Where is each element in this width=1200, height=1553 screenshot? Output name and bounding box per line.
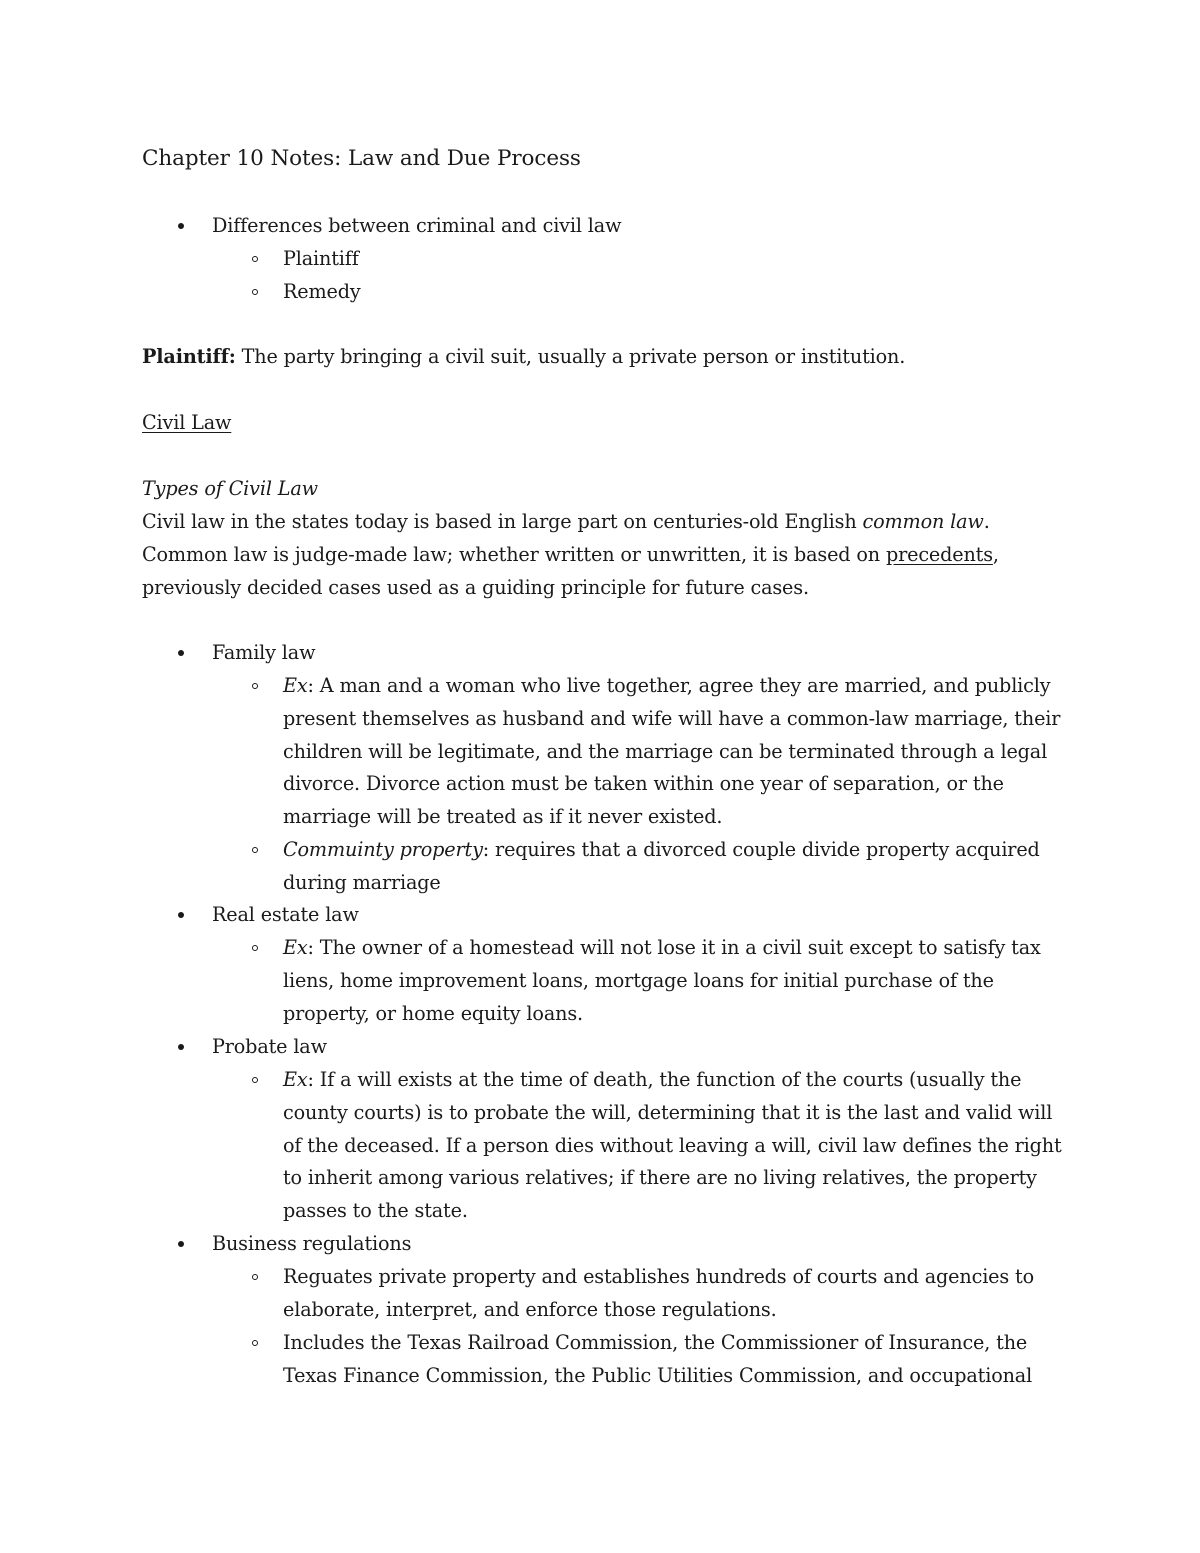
sublist-item-business-includes: Includes the Texas Railroad Commission, the Commissioner of Insurance, the Texas Finance Commission, the Public Utilities Commission, and occupational	[283, 1327, 1032, 1393]
definition-text: The party bringing a civil suit, usually a private person or institution.	[235, 345, 906, 368]
sub-bullet-icon	[252, 683, 258, 689]
bullet-icon	[178, 650, 184, 656]
sub-bullet-icon	[252, 256, 258, 262]
plaintiff-definition	[142, 341, 905, 374]
bullet-icon	[178, 1241, 184, 1247]
intro-paragraph	[142, 506, 999, 604]
bullet-icon	[178, 912, 184, 918]
section-heading: Civil Law	[142, 411, 232, 434]
list-item-family-law: Family law	[212, 637, 315, 670]
precedents-term: precedents	[885, 542, 993, 566]
sublist-item-remedy: Remedy	[283, 276, 361, 309]
sub-bullet-icon	[252, 1077, 258, 1083]
sub-bullet-icon	[252, 1340, 258, 1346]
definition-term: Plaintiff:	[142, 345, 236, 368]
sublist-item-probate-example: Ex: If a will exists at the time of death, the function of the courts (usually the county courts) is to probate the will, determining that it is the last and valid will of the deceased. If a person dies without leaving a will, civil law defines the right to inherit among various relatives; if there are no living relatives, the property passes to the state.	[283, 1064, 1062, 1228]
list-item-business-regulations: Business regulations	[212, 1228, 411, 1261]
intro-line: previously decided cases used as a guiding principle for future cases.	[142, 575, 809, 599]
sub-bullet-icon	[252, 1274, 258, 1280]
intro-line: Common law is judge-made law; whether written or unwritten, it is based on precedents,	[142, 542, 999, 566]
sublist-item-real-estate-example: Ex: The owner of a homestead will not lose it in a civil suit except to satisfy tax liens, home improvement loans, mortgage loans for initial purchase of the property, or home equity loans.	[283, 932, 1041, 1030]
bullet-icon	[178, 1044, 184, 1050]
bullet-icon	[178, 223, 184, 229]
sub-bullet-icon	[252, 945, 258, 951]
intro-line: Civil law in the states today is based in large part on centuries-old English common law.	[142, 510, 990, 533]
sublist-item-business-regulates: Reguates private property and establishes hundreds of courts and agencies to elaborate, interpret, and enforce those regulations.	[283, 1261, 1034, 1327]
list-item-probate-law: Probate law	[212, 1031, 327, 1064]
subheading: Types of Civil Law	[142, 477, 318, 500]
sublist-item-plaintiff: Plaintiff	[283, 243, 359, 276]
list-item-real-estate-law: Real estate law	[212, 899, 359, 932]
sub-bullet-icon	[252, 847, 258, 853]
sublist-item-community-property: Commuinty property: requires that a divorced couple divide property acquired during marriage	[283, 834, 1040, 900]
list-item-differences: Differences between criminal and civil law	[212, 210, 621, 243]
sub-bullet-icon	[252, 289, 258, 295]
sublist-item-family-example: Ex: A man and a woman who live together, agree they are married, and publicly present themselves as husband and wife will have a common-law marriage, their children will be legitimate, and the marriage can be terminated through a legal divorce. Divorce action must be taken within one year of separation, or the marriage will be treated as if it never existed.	[283, 670, 1060, 834]
page-title: Chapter 10 Notes: Law and Due Process	[142, 146, 581, 171]
